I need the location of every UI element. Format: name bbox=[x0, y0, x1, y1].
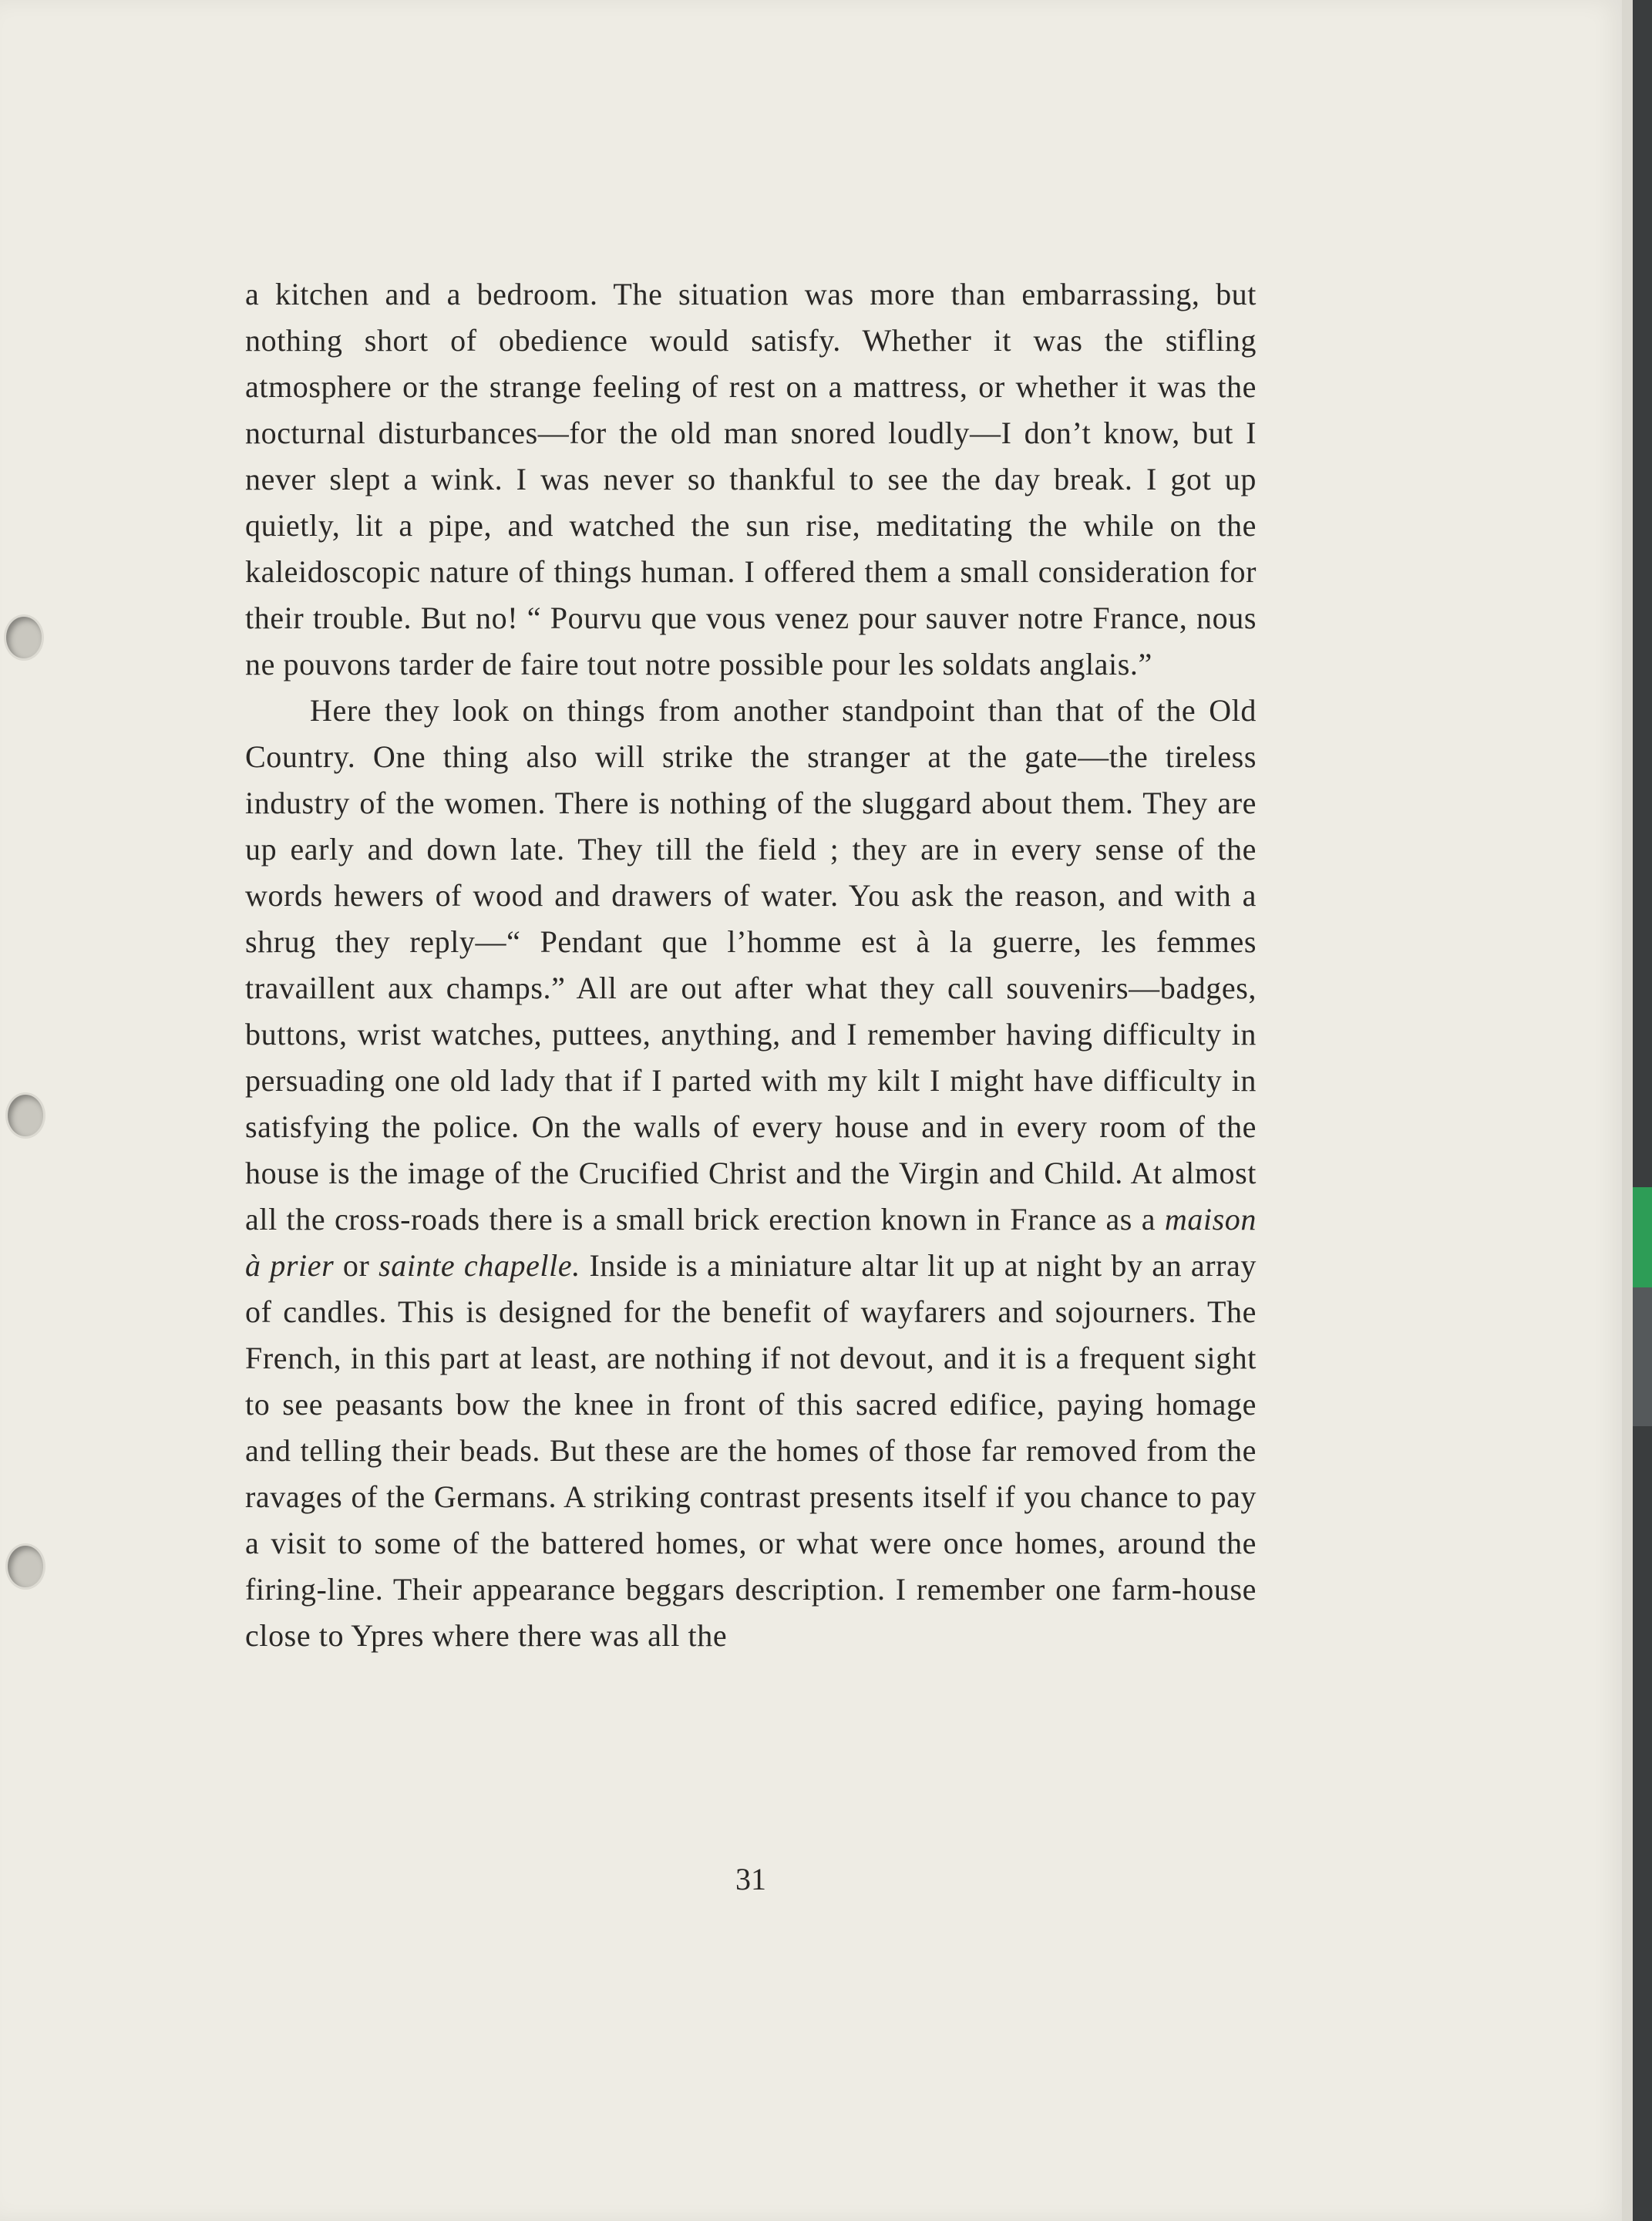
green-tab bbox=[1633, 1187, 1652, 1287]
page-number: 31 bbox=[735, 1862, 766, 1896]
paragraph-2 bbox=[245, 688, 1257, 1659]
body-text bbox=[245, 271, 1257, 1659]
italic-phrase-maison-a-prier: maison à prier bbox=[245, 1202, 1257, 1283]
paragraph-2-part-1: Here they look on things from another standpoint than that of the Old Country. One thing also will strike the stranger at the gate—the tireless industry of the women. There is nothing of the sluggard about them. They are up early and down late. They till the field ; they are in every sense of the words hewers of wood and drawers of water. You ask the reason, and with a shrug they reply—“ Pendant que l’homme est à la guerre, les femmes travaillent aux champs.” All are out after what they call souvenirs—badges, buttons, wrist watches, puttees, anything, and I remember having difficulty in persuading one old lady that if I parted with my kilt I might have difficulty in satisfying the police. On the walls of every house and in every room of the house is the image of the Crucified Christ and the Virgin and Child. At almost all the cross-roads there is a small brick erection known in France as a bbox=[245, 693, 1257, 1237]
grey-tab bbox=[1633, 1287, 1652, 1426]
paragraph-1: a kitchen and a bedroom. The situation was more than embarrassing, but nothing short of obedience would satisfy. Whether it was the stifling atmosphere or the strange feeling of rest on a mattress, or whether it was the nocturnal disturbances—for the old man snored loudly—I don’t know, but I never slept a wink. I was never so thankful to see the day break. I got up quietly, lit a pipe, and watched the sun rise, meditating the while on the kaleidoscopic nature of things human. I offered them a small consideration for their trouble. But no! “ Pourvu que vous venez pour sauver notre France, nous ne pouvons tarder de faire tout notre possible pour les soldats anglais.” bbox=[245, 277, 1257, 681]
italic-phrase-sainte-chapelle: sainte chapelle. bbox=[379, 1248, 580, 1283]
binder-hole-bottom bbox=[8, 1546, 43, 1587]
page-edge bbox=[1622, 0, 1633, 2221]
paragraph-2-part-2: Inside is a miniature altar lit up at night by an array of candles. This is designed for the benefit of wayfarers and sojourners. The French, in this part at least, are nothing if not devout, and it is a frequent sight to see peasants bow the knee in front of this sacred edifice, paying homage and telling their beads. But these are the homes of those far removed from the ravages of the Germans. A striking contrast presents itself if you chance to pay a visit to some of the battered homes, or what were once homes, around the firing-line. Their appearance beggars description. I remember one farm-house close to Ypres where there was all the bbox=[245, 1248, 1257, 1653]
binder-hole-middle bbox=[8, 1095, 43, 1136]
binder-hole-top bbox=[6, 617, 42, 658]
connector-or: or bbox=[334, 1248, 379, 1283]
background-dark bbox=[1633, 0, 1652, 1187]
